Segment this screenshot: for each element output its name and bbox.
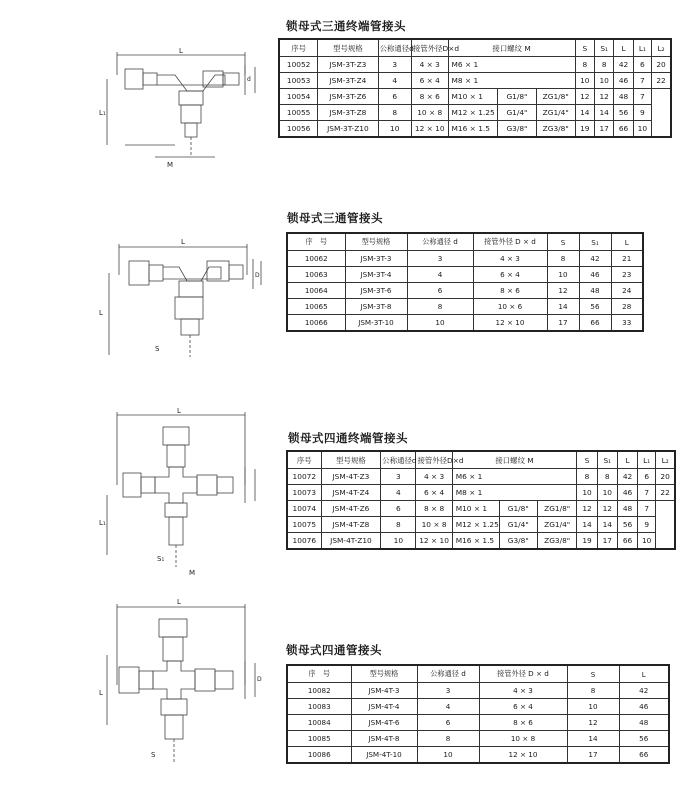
section-title: 锁母式三通管接头: [287, 211, 383, 225]
dim-l-label: L: [177, 598, 181, 606]
table-header-row: [287, 665, 669, 683]
table-cell: 56: [614, 105, 633, 121]
header-cell: L₂: [656, 451, 675, 469]
section-tee: [0, 195, 700, 395]
header-cell: 公称通径 d: [417, 665, 479, 683]
table-cell: M10 × 1: [452, 501, 499, 517]
table-cell: 14: [575, 105, 594, 121]
table-cell: 10053: [279, 73, 318, 89]
header-cell: 序 号: [287, 233, 345, 251]
table-cell: 8: [575, 57, 594, 73]
header-cell: S: [577, 451, 597, 469]
table-cell: 8 × 8: [416, 501, 452, 517]
table-row: [287, 731, 669, 747]
header-cell: 公称通径d: [378, 39, 411, 57]
table-row: [287, 517, 675, 533]
table-cell: 10073: [287, 485, 321, 501]
table-cell: 10 × 6: [473, 299, 547, 315]
table-cell: 8: [594, 57, 613, 73]
table-cell: 20: [652, 57, 671, 73]
table-cell: 10086: [287, 747, 351, 764]
table-cell: JSM-3T-6: [345, 283, 407, 299]
header-cell: L: [614, 39, 633, 57]
dim-l1-label: L₁: [99, 109, 106, 117]
table-row: [287, 715, 669, 731]
table-cell: 10072: [287, 469, 321, 485]
table-cell: 7: [633, 73, 651, 89]
table-cell: 56: [617, 517, 637, 533]
table-cell: 42: [619, 683, 669, 699]
table-cell: 14: [597, 517, 617, 533]
table-row: [287, 251, 643, 267]
table-cell: JSM-4T-Z6: [321, 501, 381, 517]
section-cross: [0, 590, 700, 790]
table-cell: 3: [381, 469, 416, 485]
dim-l-vertical-label: L: [99, 689, 103, 697]
table-cell: 28: [611, 299, 643, 315]
table-cell: JSM-4T-Z3: [321, 469, 381, 485]
table-cell: ZG3/8": [536, 121, 575, 138]
header-cell: L: [619, 665, 669, 683]
table-cell: 4 × 3: [411, 57, 448, 73]
table-header-row: [279, 39, 671, 57]
table-cell: 6: [633, 57, 651, 73]
table-cell: 17: [594, 121, 613, 138]
table-cell: 10054: [279, 89, 318, 105]
table-cell: 10: [597, 485, 617, 501]
tee-terminal-diagram: [95, 45, 275, 180]
table-cell: 33: [611, 315, 643, 332]
dim-d-label: d: [247, 76, 251, 83]
table-cell: M16 × 1.5: [448, 121, 498, 138]
table-cell: 46: [617, 485, 637, 501]
table-cell: 42: [617, 469, 637, 485]
table-cell: 10: [567, 699, 619, 715]
header-cell: L₁: [633, 39, 651, 57]
table-cell: 12: [547, 283, 579, 299]
dim-d-label: D: [257, 676, 262, 683]
table-cell: 10: [577, 485, 597, 501]
table-cell: 6 × 4: [479, 699, 567, 715]
dim-l-label: L: [181, 238, 185, 246]
table-cell: 48: [614, 89, 633, 105]
table-cell: 6 × 4: [416, 485, 452, 501]
table-row: [279, 73, 671, 89]
table-cell: 66: [619, 747, 669, 764]
table-cell: G1/4": [499, 517, 537, 533]
header-cell: S₁: [594, 39, 613, 57]
table-cell: 46: [614, 73, 633, 89]
tee-diagram: [95, 235, 275, 385]
table-cell: 12: [597, 501, 617, 517]
table-cell: 23: [611, 267, 643, 283]
table-cell: 10: [378, 121, 411, 138]
table-cell: G1/8": [498, 89, 537, 105]
header-cell: S: [547, 233, 579, 251]
table-cell: 10074: [287, 501, 321, 517]
header-cell: 序号: [279, 39, 318, 57]
table-row: [287, 699, 669, 715]
table-cell: 12 × 10: [411, 121, 448, 138]
table-cell: 10075: [287, 517, 321, 533]
table-cell: 10056: [279, 121, 318, 138]
cross-diagram: [95, 595, 275, 785]
table-row: [287, 315, 643, 332]
table-cell: ZG1/8": [536, 89, 575, 105]
table-cell: 6: [407, 283, 473, 299]
table-cell: 8: [577, 469, 597, 485]
header-cell: 型号规格: [351, 665, 417, 683]
table-cell: 10: [381, 533, 416, 550]
section-title: 锁母式三通终端管接头: [286, 19, 406, 33]
table-cell: 46: [619, 699, 669, 715]
section-title: 锁母式四通管接头: [286, 643, 382, 657]
header-cell: 接管外径D×d: [416, 451, 452, 469]
table-cell: G3/8": [499, 533, 537, 550]
header-cell: 公称通径d: [381, 451, 416, 469]
table-cell: 48: [619, 715, 669, 731]
table-cell: JSM-4T-3: [351, 683, 417, 699]
header-cell: 接管外径 D × d: [479, 665, 567, 683]
table-row: [279, 89, 671, 105]
table-cell: 17: [547, 315, 579, 332]
table-cell: ZG1/8": [537, 501, 576, 517]
header-cell: S₁: [597, 451, 617, 469]
table-cell: 66: [579, 315, 611, 332]
table-cell: 4: [381, 485, 416, 501]
table-cell: 24: [611, 283, 643, 299]
table-cell: 10062: [287, 251, 345, 267]
table-cell: JSM-3T-Z3: [318, 57, 378, 73]
table-cell: JSM-4T-10: [351, 747, 417, 764]
header-cell: S₁: [579, 233, 611, 251]
table-cell: 4: [378, 73, 411, 89]
table-cell: 8: [597, 469, 617, 485]
section-title: 锁母式四通终端管接头: [288, 431, 408, 445]
dim-m-label: M: [167, 161, 174, 169]
header-cell: 接管外径 D × d: [473, 233, 547, 251]
table-cell: 10: [407, 315, 473, 332]
table-row: [287, 501, 675, 517]
table-cell: 4 × 3: [416, 469, 452, 485]
dim-d-label: D: [255, 272, 260, 279]
table-cell: 12 × 10: [416, 533, 452, 550]
header-cell: 型号规格: [345, 233, 407, 251]
header-cell: S: [575, 39, 594, 57]
table-cell: 7: [638, 501, 656, 517]
table-cell: 12 × 10: [473, 315, 547, 332]
table-cell: 19: [575, 121, 594, 138]
spec-table: [286, 232, 644, 332]
tee-terminal-drawing: [95, 45, 275, 180]
table-cell: G1/4": [498, 105, 537, 121]
table-cell: 3: [417, 683, 479, 699]
header-cell: L: [611, 233, 643, 251]
table-row: [287, 683, 669, 699]
table-cell: JSM-4T-Z4: [321, 485, 381, 501]
table-cell: 4: [417, 699, 479, 715]
table-cell: 10084: [287, 715, 351, 731]
section-cross-terminal: [0, 400, 700, 590]
dim-s-label: S: [151, 751, 156, 759]
header-cell: S: [567, 665, 619, 683]
table-cell: 8: [407, 299, 473, 315]
table-cell: 10: [417, 747, 479, 764]
table-cell: 14: [577, 517, 597, 533]
table-cell: ZG1/4": [536, 105, 575, 121]
table-cell: 21: [611, 251, 643, 267]
table-cell: M8 × 1: [448, 73, 575, 89]
table-cell: 9: [633, 105, 651, 121]
table-cell: 66: [617, 533, 637, 550]
table-cell: 8 × 6: [411, 89, 448, 105]
table-row: [287, 747, 669, 764]
tee-drawing: [95, 235, 275, 385]
table-cell: 4: [407, 267, 473, 283]
table-row: [279, 57, 671, 73]
table-cell: 10: [547, 267, 579, 283]
header-cell: L₂: [652, 39, 671, 57]
table-cell: 48: [617, 501, 637, 517]
table-cell: M6 × 1: [448, 57, 575, 73]
table-cell: 10076: [287, 533, 321, 550]
table-cell: 12: [594, 89, 613, 105]
table-row: [287, 533, 675, 550]
table-cell: 56: [619, 731, 669, 747]
table-cell: 22: [652, 73, 671, 89]
table-row: [287, 469, 675, 485]
table-cell: 56: [579, 299, 611, 315]
cross-terminal-drawing: [95, 405, 275, 585]
table-cell: 6: [417, 715, 479, 731]
spec-table: [278, 38, 672, 138]
table-cell: JSM-3T-8: [345, 299, 407, 315]
table-cell: 6: [381, 501, 416, 517]
spec-table: [286, 450, 676, 550]
cross-drawing: [95, 595, 275, 785]
header-cell: 接口螺纹 M: [448, 39, 575, 57]
table-cell: 10064: [287, 283, 345, 299]
cross-terminal-diagram: [95, 405, 275, 585]
header-cell: 型号规格: [318, 39, 378, 57]
dim-l1-label: L₁: [99, 519, 106, 527]
table-cell: JSM-4T-4: [351, 699, 417, 715]
table-cell: 14: [594, 105, 613, 121]
dim-s1-label: S₁: [157, 555, 165, 563]
table-cell: 10085: [287, 731, 351, 747]
table-cell: 8: [417, 731, 479, 747]
table-cell: 3: [407, 251, 473, 267]
spec-table: [286, 664, 670, 764]
table-cell: 48: [579, 283, 611, 299]
table-row: [287, 283, 643, 299]
table-header-row: [287, 233, 643, 251]
header-cell: 序号: [287, 451, 321, 469]
dim-l-label: L: [177, 407, 181, 415]
table-cell: 10052: [279, 57, 318, 73]
table-cell: 6: [378, 89, 411, 105]
table-cell: JSM-4T-6: [351, 715, 417, 731]
table-cell: 6 × 4: [411, 73, 448, 89]
header-cell: 接口螺纹 M: [452, 451, 577, 469]
table-cell: 17: [567, 747, 619, 764]
table-cell: 10063: [287, 267, 345, 283]
table-cell: 3: [378, 57, 411, 73]
table-cell: 66: [614, 121, 633, 138]
table-cell: M6 × 1: [452, 469, 577, 485]
dim-m-label: M: [189, 569, 196, 577]
table-cell: 10: [638, 533, 656, 550]
header-cell: L: [617, 451, 637, 469]
table-cell: 7: [638, 485, 656, 501]
table-cell: 8: [381, 517, 416, 533]
table-row: [287, 267, 643, 283]
table-cell: 10: [633, 121, 651, 138]
table-cell: JSM-3T-3: [345, 251, 407, 267]
table-header-row: [287, 451, 675, 469]
header-cell: 接管外径D×d: [411, 39, 448, 57]
table-cell: 42: [579, 251, 611, 267]
table-row: [287, 299, 643, 315]
table-cell: 10066: [287, 315, 345, 332]
table-cell: 8: [547, 251, 579, 267]
table-cell: JSM-3T-Z10: [318, 121, 378, 138]
section-tee-terminal: [0, 0, 700, 190]
table-cell: 10 × 8: [411, 105, 448, 121]
table-cell: M12 × 1.25: [452, 517, 499, 533]
table-cell: 8 × 6: [479, 715, 567, 731]
table-cell: 8 × 6: [473, 283, 547, 299]
table-cell: JSM-3T-4: [345, 267, 407, 283]
table-cell: 12: [577, 501, 597, 517]
table-cell: 10082: [287, 683, 351, 699]
table-cell: JSM-4T-Z10: [321, 533, 381, 550]
table-cell: M8 × 1: [452, 485, 577, 501]
table-cell: M12 × 1.25: [448, 105, 498, 121]
table-cell: 14: [567, 731, 619, 747]
table-row: [279, 105, 671, 121]
dim-l-label: L: [179, 47, 183, 55]
table-cell: M10 × 1: [448, 89, 498, 105]
header-cell: 公称通径 d: [407, 233, 473, 251]
table-cell: 10055: [279, 105, 318, 121]
header-cell: L₁: [638, 451, 656, 469]
table-cell: 42: [614, 57, 633, 73]
table-cell: 8: [378, 105, 411, 121]
header-cell: 型号规格: [321, 451, 381, 469]
dim-l-vertical-label: L: [99, 309, 103, 317]
table-cell: 10083: [287, 699, 351, 715]
table-cell: 22: [656, 485, 675, 501]
table-cell: 12 × 10: [479, 747, 567, 764]
table-cell: ZG1/4": [537, 517, 576, 533]
table-cell: JSM-3T-Z8: [318, 105, 378, 121]
table-cell: 17: [597, 533, 617, 550]
table-cell: JSM-3T-Z6: [318, 89, 378, 105]
table-cell: JSM-4T-8: [351, 731, 417, 747]
table-cell: 6: [638, 469, 656, 485]
table-cell: 6 × 4: [473, 267, 547, 283]
table-cell: 7: [633, 89, 651, 105]
table-cell: 20: [656, 469, 675, 485]
table-cell: 12: [575, 89, 594, 105]
table-cell: G3/8": [498, 121, 537, 138]
table-cell: 14: [547, 299, 579, 315]
table-cell: 10: [594, 73, 613, 89]
table-row: [279, 121, 671, 138]
table-cell: 19: [577, 533, 597, 550]
table-cell: JSM-4T-Z8: [321, 517, 381, 533]
dim-s-label: S: [155, 345, 160, 353]
header-cell: 序 号: [287, 665, 351, 683]
table-cell: G1/8": [499, 501, 537, 517]
table-cell: 10 × 8: [479, 731, 567, 747]
table-row: [287, 485, 675, 501]
table-cell: 10: [575, 73, 594, 89]
table-cell: JSM-3T-Z4: [318, 73, 378, 89]
table-cell: 4 × 3: [473, 251, 547, 267]
table-cell: 8: [567, 683, 619, 699]
table-cell: JSM-3T-10: [345, 315, 407, 332]
table-cell: 12: [567, 715, 619, 731]
table-cell: M16 × 1.5: [452, 533, 499, 550]
table-cell: ZG3/8": [537, 533, 576, 550]
table-cell: 10065: [287, 299, 345, 315]
table-cell: 9: [638, 517, 656, 533]
table-cell: 4 × 3: [479, 683, 567, 699]
table-cell: 46: [579, 267, 611, 283]
table-cell: 10 × 8: [416, 517, 452, 533]
